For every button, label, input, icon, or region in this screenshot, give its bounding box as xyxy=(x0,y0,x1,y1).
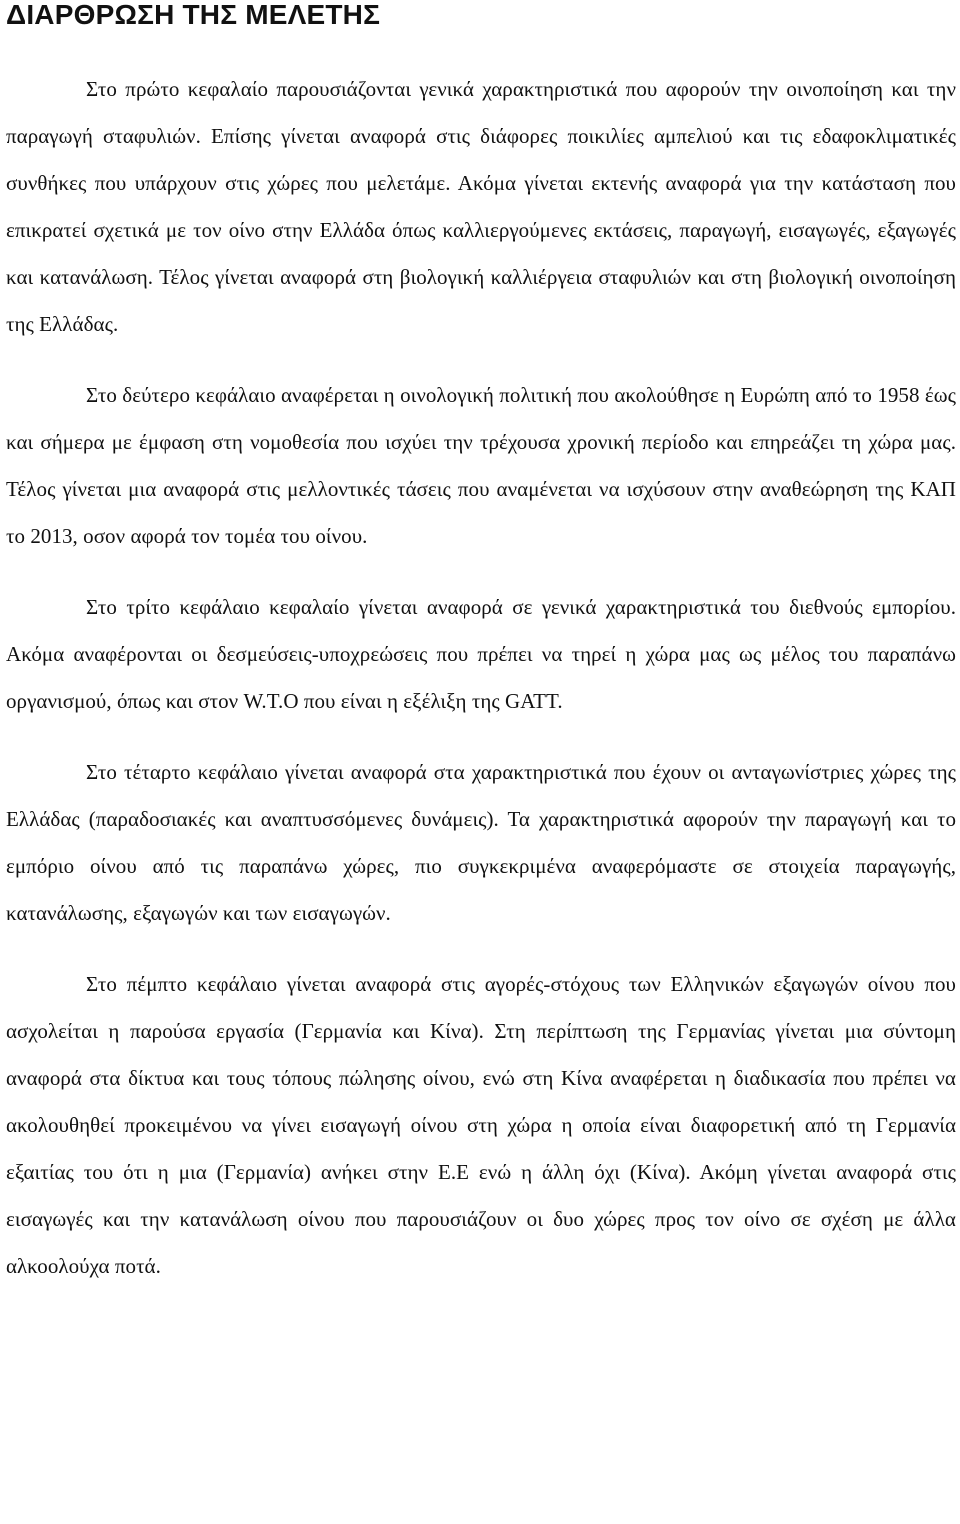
document-body xyxy=(6,66,956,1314)
paragraph-chapter-4: Στο τέταρτο κεφάλαιο γίνεται αναφορά στα χαρακτηριστικά που έχουν οι ανταγωνίστριες χώρες της Ελλάδας (παραδοσιακές και αναπτυσσόμενες δυνάμεις). Τα χαρακτηριστικά αφορούν την παραγωγή και το εμπόριο οίνου από τις παραπάνω χώρες, πιο συγκεκριμένα αναφερόμαστε σε στοιχεία παραγωγής, κατανάλωσης, εξαγωγών και των εισαγωγών. xyxy=(6,760,956,925)
paragraph-chapter-3: Στο τρίτο κεφάλαιο κεφαλαίο γίνεται αναφορά σε γενικά χαρακτηριστικά του διεθνούς εμπορίου. Ακόμα αναφέρονται οι δεσμεύσεις-υποχρεώσεις που πρέπει να τηρεί η χώρα μας ως μέλος του παραπάνω οργανισμού, όπως και στον W.T.O που είναι η εξέλιξη της GATT. xyxy=(6,595,956,713)
paragraph-chapter-2: Στο δεύτερο κεφάλαιο αναφέρεται η οινολογική πολιτική που ακολούθησε η Ευρώπη από το 1958 έως και σήμερα με έμφαση στη νομοθεσία που ισχύει την τρέχουσα χρονική περίοδο και επηρεάζει τη χώρα μας. Τέλος γίνεται μια αναφορά στις μελλοντικές τάσεις που αναμένεται να ισχύσουν στην αναθεώρηση της ΚΑΠ το 2013, οσον αφορά τον τομέα του οίνου. xyxy=(6,383,956,548)
paragraph-chapter-1: Στο πρώτο κεφαλαίο παρουσιάζονται γενικά χαρακτηριστικά που αφορούν την οινοποίηση και την παραγωγή σταφυλιών. Επίσης γίνεται αναφορά στις διάφορες ποικιλίες αμπελιού και τις εδαφοκλιματικές συνθήκες που υπάρχουν στις χώρες που μελετάμε. Ακόμα γίνεται εκτενής αναφορά για την κατάσταση που επικρατεί σχετικά με τον οίνο στην Ελλάδα όπως καλλιεργούμενες εκτάσεις, παραγωγή, εισαγωγές, εξαγωγές και κατανάλωση. Τέλος γίνεται αναφορά στη βιολογική καλλιέργεια σταφυλιών και στη βιολογική οινοποίηση της Ελλάδας. xyxy=(6,77,956,336)
document-title: ΔΙΑΡΘΡΩΣΗ ΤΗΣ ΜΕΛΕΤΗΣ xyxy=(6,0,381,30)
paragraph-chapter-5: Στο πέμπτο κεφάλαιο γίνεται αναφορά στις αγορές-στόχους των Ελληνικών εξαγωγών οίνου που ασχολείται η παρούσα εργασία (Γερμανία και Κίνα). Στη περίπτωση της Γερμανίας γίνεται μια σύντομη αναφορά στα δίκτυα και τους τόπους πώλησης οίνου, ενώ στη Κίνα αναφέρεται η διαδικασία που πρέπει να ακολουθηθεί προκειμένου να γίνει εισαγωγή οίνου στη χώρα η οποία είναι διαφορετική από τη Γερμανία εξαιτίας του ότι η μια (Γερμανία) ανήκει στην Ε.Ε ενώ η άλλη όχι (Κίνα). Ακόμη γίνεται αναφορά στις εισαγωγές και την κατανάλωση οίνου που παρουσιάζουν οι δυο χώρες προς τον οίνο σε σχέση με άλλα αλκοολούχα ποτά. xyxy=(6,972,956,1278)
